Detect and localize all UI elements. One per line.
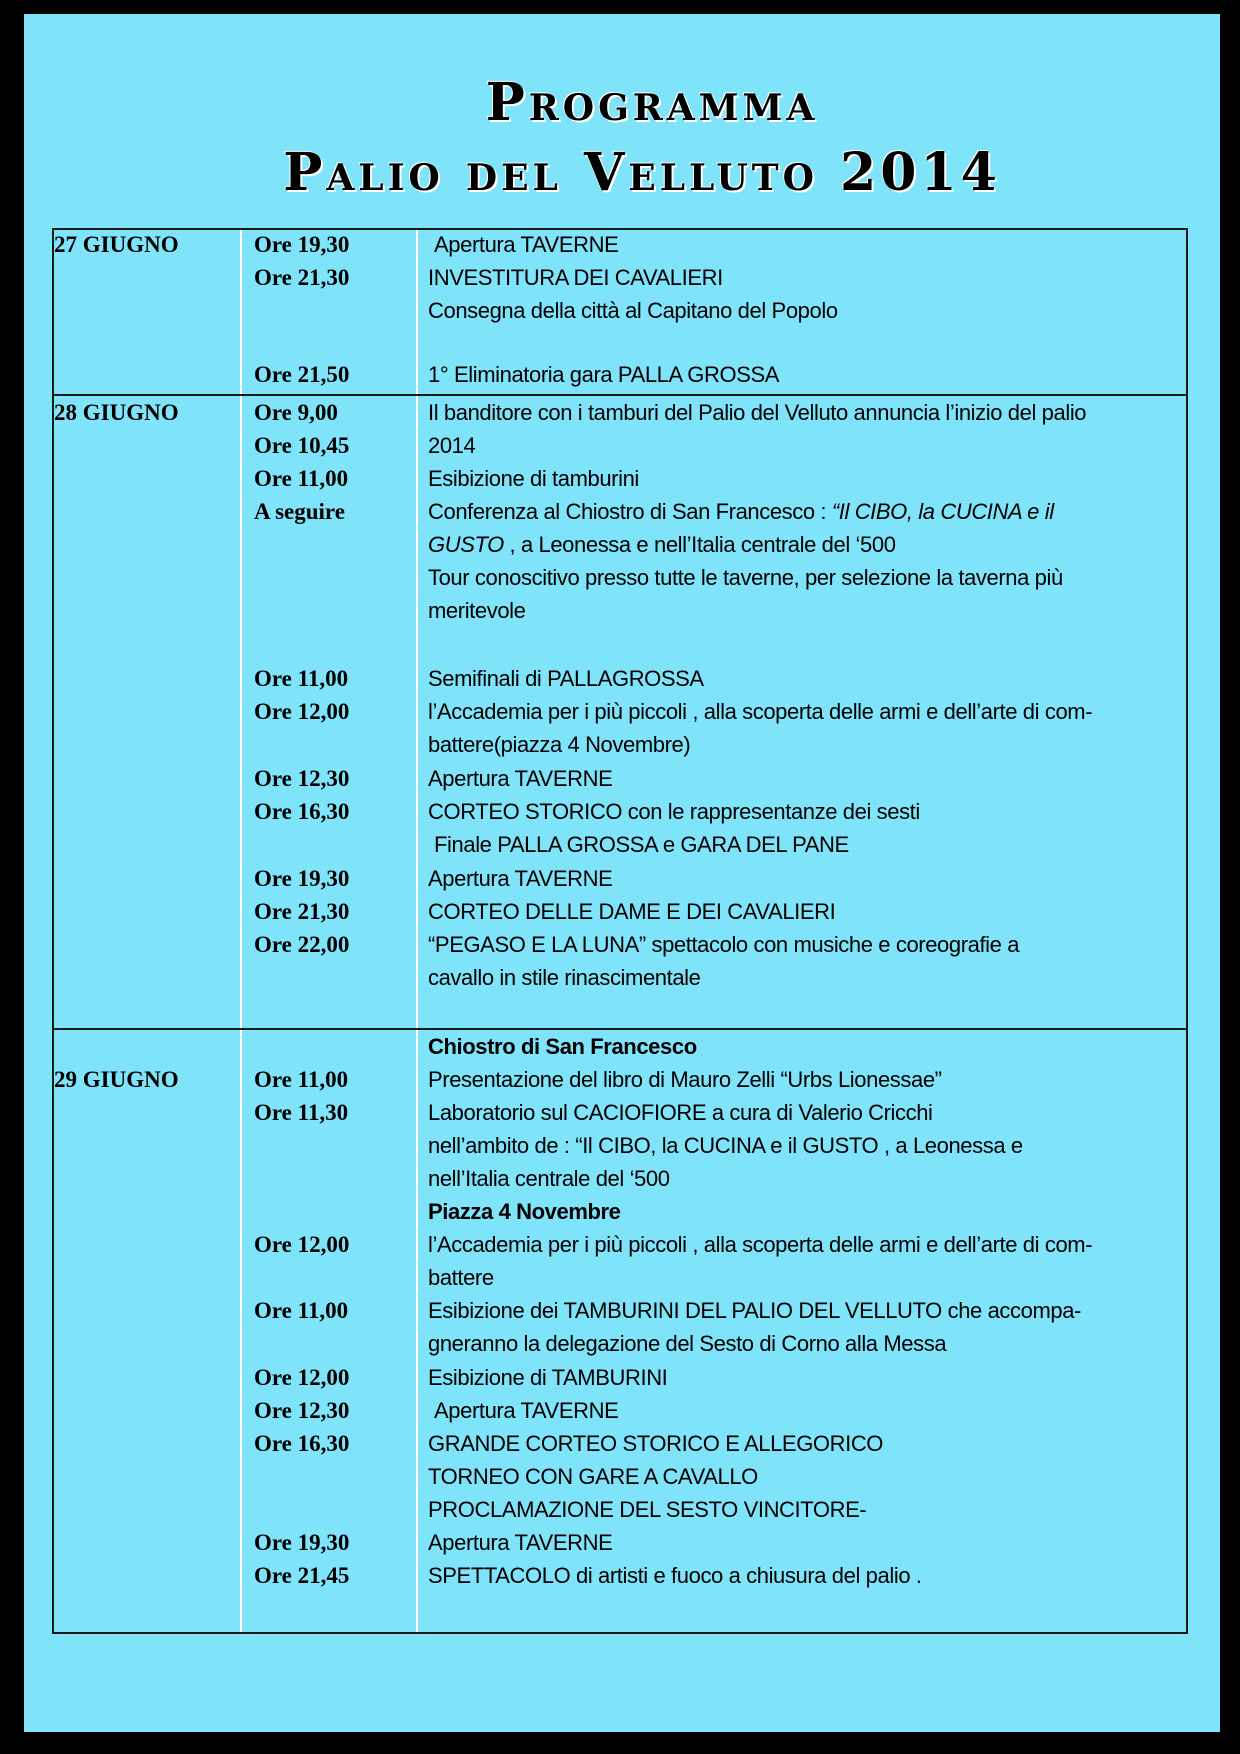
time-label: Ore 21,30 <box>254 899 350 924</box>
event-description: CORTEO DELLE DAME E DEI CAVALIERI <box>428 899 836 924</box>
event-description <box>428 532 1180 558</box>
event-description-italic: GUSTO <box>428 532 504 557</box>
event-description-part: , a Leonessa e nell’Italia centrale del ‘500 <box>503 532 896 557</box>
table-row <box>54 1166 1186 1199</box>
table-row <box>54 298 1186 331</box>
table-row <box>54 433 1186 466</box>
table-row <box>54 766 1186 799</box>
event-description: battere <box>428 1265 494 1290</box>
time-label: Ore 21,45 <box>254 1563 350 1588</box>
time-label: Ore 9,00 <box>254 400 338 425</box>
table-row <box>54 265 1186 298</box>
time-label: Ore 11,30 <box>254 1100 349 1125</box>
event-description: CORTEO STORICO con le rappresentanze dei sesti <box>428 799 920 824</box>
time-label: Ore 12,00 <box>254 699 350 724</box>
table-row <box>54 1497 1186 1530</box>
event-description: meritevole <box>428 598 526 623</box>
event-description: battere(piazza 4 Novembre) <box>428 732 691 757</box>
event-description: Presentazione del libro di Mauro Zelli “Urbs Lionessae” <box>428 1067 942 1092</box>
event-description: SPETTACOLO di artisti e fuoco a chiusura del palio . <box>428 1563 922 1588</box>
event-description: Tour conoscitivo presso tutte le taverne, per selezione la taverna più <box>428 565 1063 590</box>
time-label: Ore 19,30 <box>254 1530 350 1555</box>
page-subtitle: Palio del Velluto 2014 <box>283 142 1001 203</box>
table-row <box>54 1298 1186 1331</box>
table-row <box>54 1331 1186 1364</box>
table-row <box>54 1232 1186 1265</box>
table-row <box>54 799 1186 832</box>
day-label-28: 28 GIUGNO <box>54 400 179 425</box>
table-row <box>54 1563 1186 1596</box>
table-row <box>54 532 1186 565</box>
table-row <box>54 699 1186 732</box>
table-row <box>54 1133 1186 1166</box>
event-description: Apertura TAVERNE <box>434 1398 619 1423</box>
event-description: PROCLAMAZIONE DEL SESTO VINCITORE- <box>428 1497 867 1522</box>
event-description-part: Conferenza al Chiostro di San Francesco : <box>428 499 832 524</box>
table-row <box>54 1431 1186 1464</box>
table-row <box>54 1365 1186 1398</box>
time-label: Ore 19,30 <box>254 866 350 891</box>
time-label: Ore 21,30 <box>254 265 350 290</box>
day-label-27: 27 GIUGNO <box>54 232 179 257</box>
table-row <box>54 1265 1186 1298</box>
time-label: Ore 16,30 <box>254 799 350 824</box>
table-row <box>54 499 1186 532</box>
time-label: Ore 19,30 <box>254 232 350 257</box>
schedule-table <box>52 228 1188 1634</box>
table-row <box>54 1398 1186 1431</box>
table-row <box>54 866 1186 899</box>
event-description: Finale PALLA GROSSA e GARA DEL PANE <box>434 832 849 857</box>
event-description: Consegna della città al Capitano del Popolo <box>428 298 838 323</box>
event-description: “PEGASO E LA LUNA” spettacolo con musiche e coreografie a <box>428 932 1020 957</box>
time-label: Ore 22,00 <box>254 932 350 957</box>
event-description: Semifinali di PALLAGROSSA <box>428 666 704 691</box>
event-description: Esibizione di tamburini <box>428 466 639 491</box>
table-row <box>54 466 1186 499</box>
time-label: Ore 12,30 <box>254 766 350 791</box>
time-label: Ore 12,00 <box>254 1232 350 1257</box>
table-row <box>54 598 1186 631</box>
table-row <box>54 1464 1186 1497</box>
event-description: cavallo in stile rinascimentale <box>428 965 701 990</box>
table-row <box>54 232 1186 265</box>
time-label: Ore 11,00 <box>254 1298 349 1323</box>
table-row <box>54 565 1186 598</box>
time-label: A seguire <box>254 499 345 524</box>
event-description: INVESTITURA DEI CAVALIERI <box>428 265 723 290</box>
event-description: Apertura TAVERNE <box>428 866 613 891</box>
time-label: Ore 11,00 <box>254 466 349 491</box>
event-description: 1° Eliminatoria gara PALLA GROSSA <box>428 362 780 387</box>
event-description: nell’Italia centrale del ‘500 <box>428 1166 670 1191</box>
table-row <box>54 1100 1186 1133</box>
page-title: Programma <box>485 72 819 133</box>
event-description: Esibizione dei TAMBURINI DEL PALIO DEL VELLUTO che accompa- <box>428 1298 1081 1323</box>
time-label: Ore 16,30 <box>254 1431 350 1456</box>
event-description: 2014 <box>428 433 476 458</box>
table-row <box>54 732 1186 765</box>
event-description: GRANDE CORTEO STORICO E ALLEGORICO <box>428 1431 884 1456</box>
time-label: Ore 21,50 <box>254 362 350 387</box>
event-description: Esibizione di TAMBURINI <box>428 1365 668 1390</box>
table-row <box>54 832 1186 865</box>
table-row <box>54 666 1186 699</box>
table-row <box>54 1067 1186 1100</box>
day-label-29: 29 GIUGNO <box>54 1067 179 1092</box>
event-description: Apertura TAVERNE <box>428 1530 613 1555</box>
time-label: Ore 12,00 <box>254 1365 350 1390</box>
table-row <box>54 1530 1186 1563</box>
event-description: Laboratorio sul CACIOFIORE a cura di Valerio Cricchi <box>428 1100 933 1125</box>
time-label: Ore 11,00 <box>254 666 349 691</box>
table-row <box>54 965 1186 998</box>
time-label: Ore 10,45 <box>254 433 350 458</box>
event-description: nell’ambito de : “Il CIBO, la CUCINA e il GUSTO , a Leonessa e <box>428 1133 1023 1158</box>
event-description: Apertura TAVERNE <box>428 766 613 791</box>
table-row <box>54 1199 1186 1232</box>
table-row <box>54 362 1186 395</box>
venue-heading: Piazza 4 Novembre <box>428 1199 621 1224</box>
event-description: l’Accademia per i più piccoli , alla scoperta delle armi e dell’arte di com- <box>428 699 1093 724</box>
event-description: Apertura TAVERNE <box>434 232 619 257</box>
venue-heading: Chiostro di San Francesco <box>428 1034 697 1059</box>
time-label: Ore 12,30 <box>254 1398 350 1423</box>
table-row <box>54 400 1186 433</box>
event-description-italic: “Il CIBO, la CUCINA e il <box>831 499 1054 524</box>
event-description: l’Accademia per i più piccoli , alla scoperta delle armi e dell’arte di com- <box>428 1232 1093 1257</box>
event-description: gneranno la delegazione del Sesto di Corno alla Messa <box>428 1331 947 1356</box>
time-label: Ore 11,00 <box>254 1067 349 1092</box>
table-row <box>54 899 1186 932</box>
table-row <box>54 932 1186 965</box>
row-divider-28-29 <box>54 1028 1186 1030</box>
table-row <box>54 1034 1186 1067</box>
event-description: Il banditore con i tamburi del Palio del Velluto annuncia l’inizio del palio <box>428 400 1087 425</box>
event-description <box>428 499 1180 525</box>
event-description: TORNEO CON GARE A CAVALLO <box>428 1464 758 1489</box>
